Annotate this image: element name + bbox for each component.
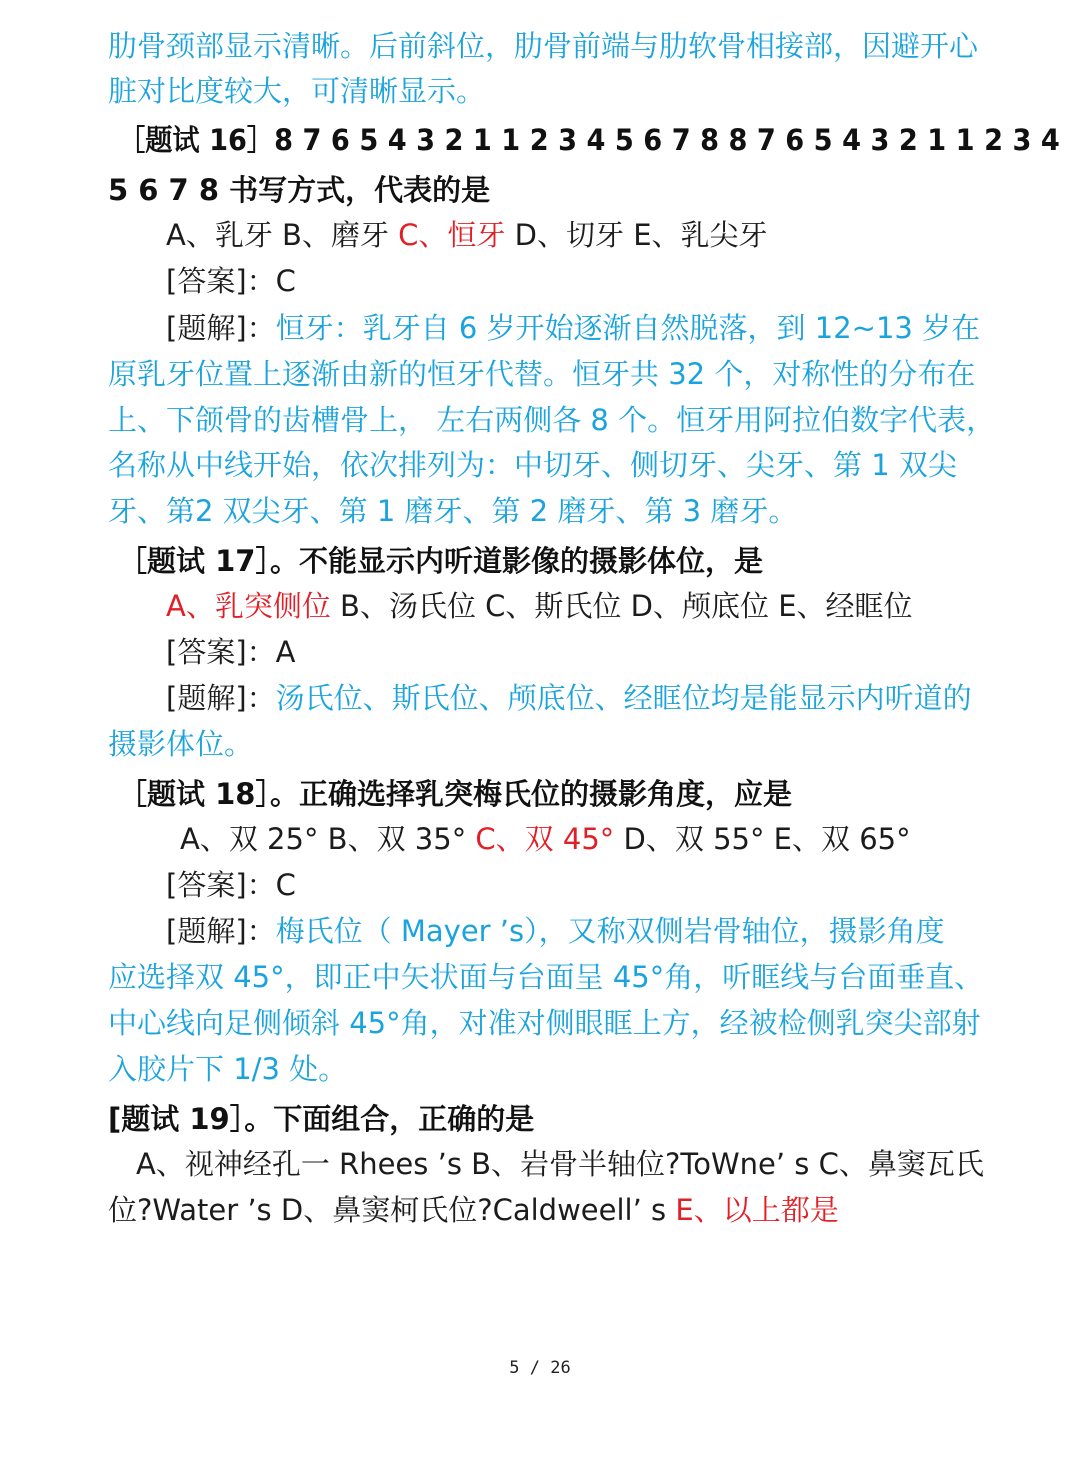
text-segment: D、切牙 E、乳尖牙 xyxy=(505,218,768,252)
question-17-explanation xyxy=(166,678,972,718)
text-segment: A、乳牙 B、磨牙 xyxy=(166,218,399,252)
question-18-heading xyxy=(118,774,792,814)
text-segment: 肋骨颈部显示清晰。后前斜位，肋骨前端与肋软骨相接部，因避开心 xyxy=(108,29,979,63)
question-16-heading-cont xyxy=(108,170,490,210)
page-number: 5 / 26 xyxy=(509,1358,571,1378)
question-19-options-cont xyxy=(108,1190,839,1230)
text-line xyxy=(108,445,957,485)
text-segment: 恒牙：乳牙自 6 岁开始逐渐自然脱落，到 12~13 岁在 xyxy=(275,311,981,345)
text-segment: E、以上都是 xyxy=(675,1193,839,1227)
text-segment: 位?Water ’s D、鼻窦柯氏位?Caldweell’ s xyxy=(108,1193,676,1227)
text-segment: 名称从中线开始，依次排列为：中切牙、侧切牙、尖牙、第 1 双尖 xyxy=(108,448,957,482)
question-16-heading xyxy=(118,120,1060,160)
text-segment: C、恒牙 xyxy=(398,218,506,252)
question-18-explanation xyxy=(166,911,945,951)
text-segment: 上、下颌骨的齿槽骨上， 左右两侧各 8 个。恒牙用阿拉伯数字代表， xyxy=(108,403,996,437)
text-segment: A、双 25° B、双 35° xyxy=(180,822,476,856)
text-segment: ［题试 17］。不能显示内听道影像的摄影体位，是 xyxy=(118,544,763,578)
question-16-options xyxy=(166,215,768,255)
text-segment: 脏对比度较大，可清晰显示。 xyxy=(108,74,486,108)
text-segment: 摄影体位。 xyxy=(108,727,254,761)
question-17-answer xyxy=(166,632,295,672)
text-segment: 入胶片下 1/3 处。 xyxy=(108,1052,348,1086)
text-line xyxy=(108,26,978,66)
question-17-heading xyxy=(118,541,763,581)
text-segment: C、双 45° xyxy=(475,822,615,856)
text-segment: [答案]：C xyxy=(166,868,296,902)
text-segment: ［题试 18］。正确选择乳突梅氏位的摄影角度，应是 xyxy=(118,777,792,811)
text-segment: [答案]：A xyxy=(166,635,296,669)
text-segment: A、乳突侧位 xyxy=(166,589,331,623)
text-segment: [答案]：C xyxy=(166,264,296,298)
question-19-heading xyxy=(108,1099,534,1139)
text-line xyxy=(108,1049,347,1089)
text-segment: 5 6 7 8 书写方式，代表的是 xyxy=(108,173,491,207)
text-segment: D、双 55° E、双 65° xyxy=(614,822,911,856)
question-18-answer xyxy=(166,865,296,905)
text-segment: [题试 19］。下面组合，正确的是 xyxy=(108,1102,535,1136)
text-segment: B、汤氏位 C、斯氏位 D、颅底位 E、经眶位 xyxy=(330,589,913,623)
text-segment: 原乳牙位置上逐渐由新的恒牙代替。恒牙共 32 个，对称性的分布在 xyxy=(108,357,976,391)
text-line xyxy=(108,491,797,531)
text-line xyxy=(108,957,983,997)
text-segment: [题解]： xyxy=(166,914,276,948)
question-18-options xyxy=(180,819,911,859)
text-segment: [题解]： xyxy=(166,681,276,715)
text-line xyxy=(108,71,485,111)
text-segment: 梅氏位（ Mayer ’s），又称双侧岩骨轴位，摄影角度 xyxy=(275,914,945,948)
text-line xyxy=(108,354,975,394)
text-line xyxy=(108,1003,981,1043)
question-16-explanation xyxy=(166,308,980,348)
text-segment: A、视神经孔一 Rhees ’s B、岩骨半轴位?ToWne’ s C、鼻窦瓦氏 xyxy=(136,1147,984,1181)
text-line xyxy=(108,400,995,440)
text-line xyxy=(108,724,253,764)
text-segment: 汤氏位、斯氏位、颅底位、经眶位均是能显示内听道的 xyxy=(275,681,972,715)
text-segment: 中心线向足侧倾斜 45°角，对准对侧眼眶上方，经被检侧乳突尖部射 xyxy=(108,1006,981,1040)
question-19-options xyxy=(136,1144,984,1184)
text-segment: 牙、第2 双尖牙、第 1 磨牙、第 2 磨牙、第 3 磨牙。 xyxy=(108,494,798,528)
question-17-options xyxy=(166,586,913,626)
question-16-answer xyxy=(166,261,296,301)
text-segment: 应选择双 45°，即正中矢状面与台面呈 45°角，听眶线与台面垂直、 xyxy=(108,960,984,994)
text-segment: [题解]： xyxy=(166,311,276,345)
text-segment: ［题试 16］8 7 6 5 4 3 2 1 1 2 3 4 5 6 7 8 8 7 6 5 4 3 2 1 1 2 3 4 xyxy=(118,123,1060,157)
